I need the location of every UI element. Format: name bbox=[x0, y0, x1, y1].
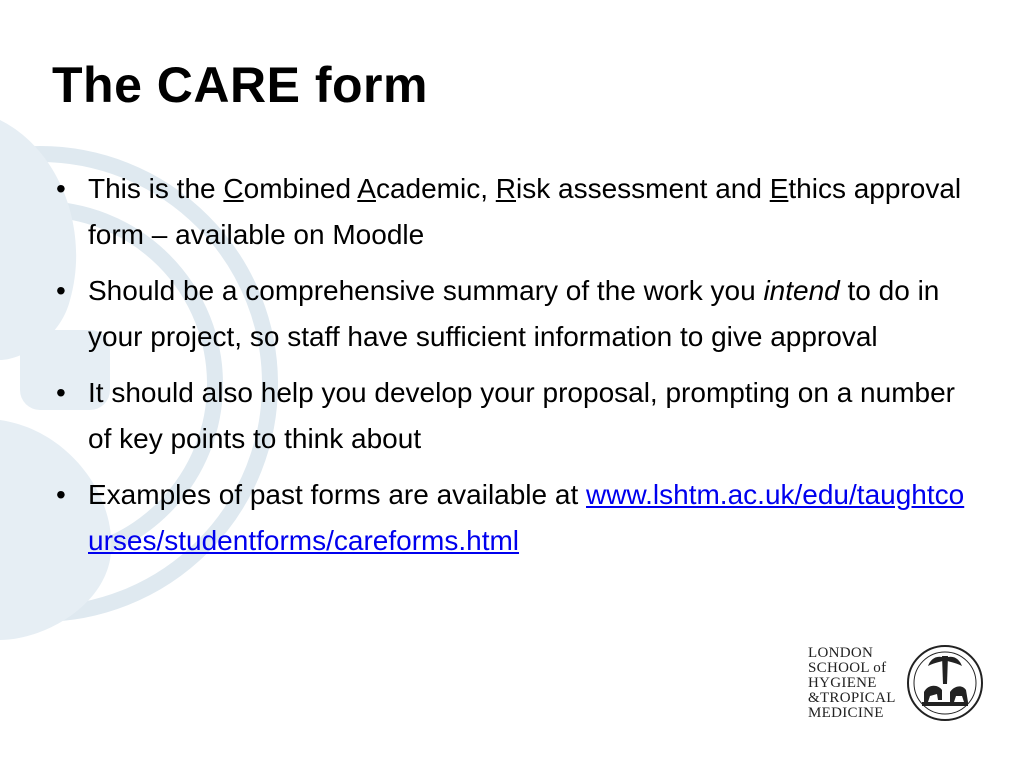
logo-line: HYGIENE bbox=[808, 675, 877, 691]
bullet-item bbox=[56, 370, 976, 462]
bullet-dot-icon: • bbox=[56, 275, 66, 306]
school-crest-icon bbox=[906, 644, 984, 722]
bullet-item bbox=[56, 268, 976, 360]
bullet-text: to do in your project, so staff have sufficient information to give approval bbox=[88, 275, 940, 352]
acronym-letter: E bbox=[769, 173, 789, 204]
bullet-item bbox=[56, 166, 976, 258]
bullet-text: thics approval form – available on Moodle bbox=[88, 173, 962, 250]
logo-wordmark bbox=[808, 646, 908, 721]
bullet-text: Examples of past forms are available at bbox=[88, 479, 587, 510]
logo-line: &TROPICAL bbox=[808, 690, 896, 706]
logo-line: LONDON bbox=[808, 645, 874, 661]
emphasis-text: intend bbox=[763, 275, 840, 306]
bullet-text: cademic, bbox=[375, 173, 496, 204]
bullet-text: It should also help you develop your proposal, prompting on a number of key points to think about bbox=[88, 377, 955, 454]
bullet-dot-icon: • bbox=[56, 173, 66, 204]
bullet-text: This is the bbox=[88, 173, 224, 204]
logo-line: SCHOOL of bbox=[808, 660, 887, 676]
acronym-letter: R bbox=[495, 173, 517, 204]
bullet-text: ombined bbox=[243, 173, 358, 204]
lshtm-logo bbox=[808, 642, 988, 732]
bullet-item bbox=[56, 472, 976, 564]
slide-title: The CARE form bbox=[52, 57, 428, 113]
bullet-list bbox=[56, 166, 976, 574]
careforms-link[interactable]: www.lshtm.ac.uk/edu/taughtcourses/studentforms/careforms.html bbox=[88, 479, 965, 556]
bullet-dot-icon: • bbox=[56, 377, 66, 408]
bullet-dot-icon: • bbox=[56, 479, 66, 510]
acronym-letter: C bbox=[223, 173, 244, 204]
acronym-letter: A bbox=[357, 173, 376, 204]
logo-line: MEDICINE bbox=[808, 705, 884, 721]
bullet-text: Should be a comprehensive summary of the work you bbox=[88, 275, 764, 306]
bullet-text: isk assessment and bbox=[516, 173, 770, 204]
